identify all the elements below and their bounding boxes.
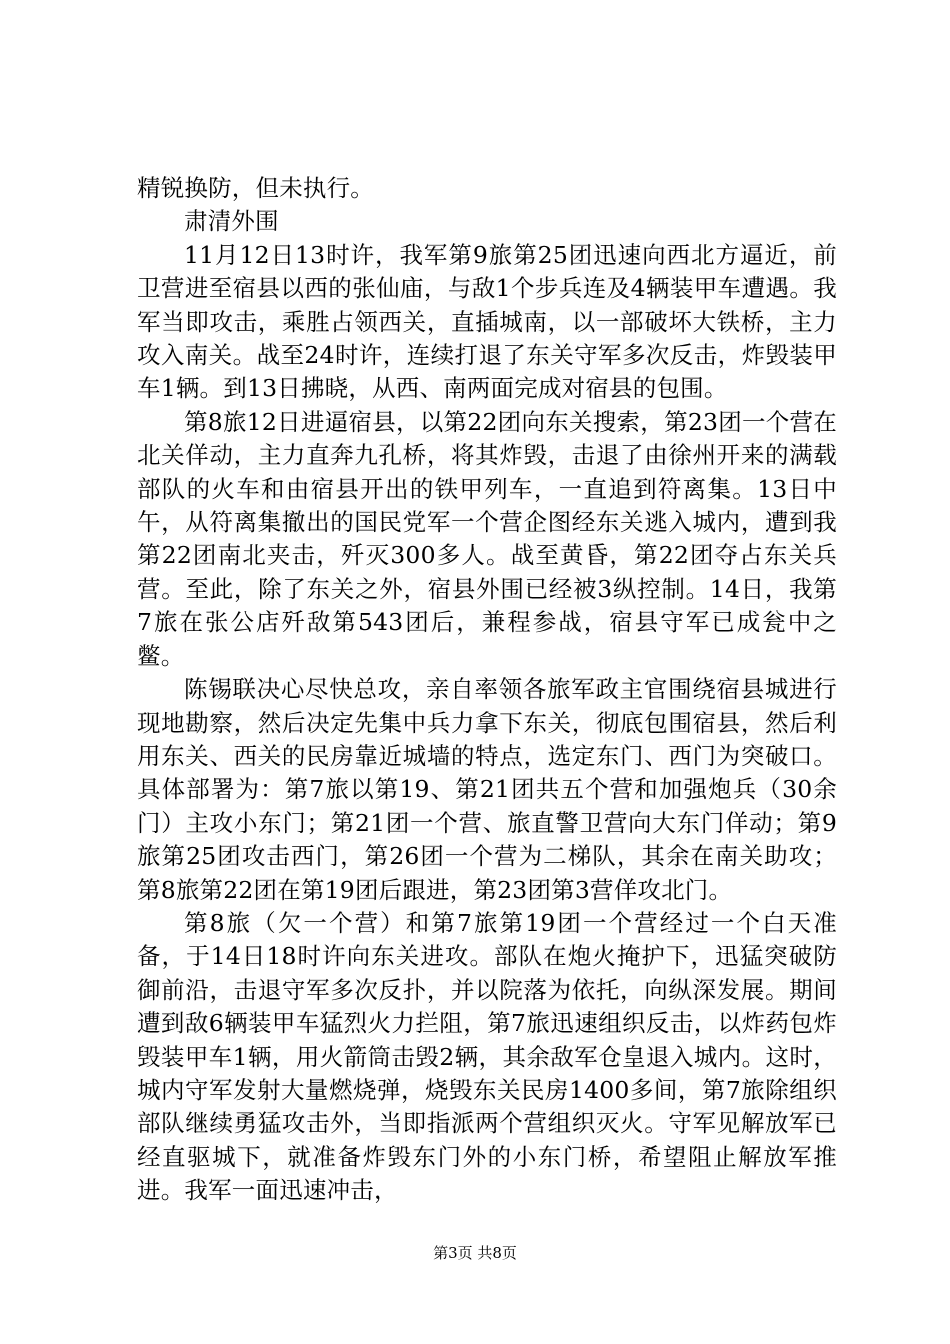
page-footer — [0, 1243, 950, 1263]
paragraph: 第8旅（欠一个营）和第7旅第19团一个营经过一个白天准备，于14日18时许向东关进攻。部队在炮火掩护下，迅猛突破防御前沿，击退守军多次反扑，并以院落为依托，向纵深发展。期间遭到敌6辆装甲车猛烈火力拦阻，第7旅迅速组织反击，以炸药包炸毁装甲车1辆，用火箭筒击毁2辆，其余敌军仓皇退入城内。这时，城内守军发射大量燃烧弹，烧毁东关民房1400多间，第7旅除组织部队继续勇猛攻击外，当即指派两个营组织灭火。守军见解放军已经直驱城下，就准备炸毁东门外的小东门桥，希望阻止解放军推进。我军一面迅速冲击， — [137, 908, 837, 1205]
paragraph: 陈锡联决心尽快总攻，亲自率领各旅军政主官围绕宿县城进行现地勘察，然后决定先集中兵力拿下东关，彻底包围宿县，然后利用东关、西关的民房靠近城墙的特点，选定东门、西门为突破口。具体部署为：第7旅以第19、第21团共五个营和加强炮兵（30余门）主攻小东门；第21团一个营、旅直警卫营向大东门佯动；第9旅第25团攻击西门，第26团一个营为二梯队，其余在南关助攻；第8旅第22团在第19团后跟进，第23团第3营佯攻北门。 — [137, 675, 837, 904]
document-body — [137, 172, 837, 1208]
paragraph: 第8旅12日进逼宿县，以第22团向东关搜索，第23团一个营在北关佯动，主力直奔九孔桥，将其炸毁，击退了由徐州开来的满载部队的火车和由宿县开出的铁甲列车，一直追到符离集。13日中午，从符离集撤出的国民党军一个营企图经东关逃入城内，遭到我第22团南北夹击，歼灭300多人。战至黄昏，第22团夺占东关兵营。至此，除了东关之外，宿县外围已经被3纵控制。14日，我第7旅在张公店歼敌第543团后，兼程参战，宿县守军已成瓮中之鳖。 — [137, 407, 837, 670]
paragraph: 11月12日13时许，我军第9旅第25团迅速向西北方逼近，前卫营进至宿县以西的张仙庙，与敌1个步兵连及4辆装甲车遭遇。我军当即攻击，乘胜占领西关，直插城南，以一部破坏大铁桥，主力攻入南关。战至24时许，连续打退了东关守军多次反击，炸毁装甲车1辆。到13日拂晓，从西、南两面完成对宿县的包围。 — [137, 240, 837, 403]
section-heading: 肃清外围 — [184, 207, 279, 236]
paragraph-continuation: 精锐换防，但未执行。 — [137, 174, 374, 202]
page-number: 第3页 共8页 — [433, 1244, 517, 1262]
